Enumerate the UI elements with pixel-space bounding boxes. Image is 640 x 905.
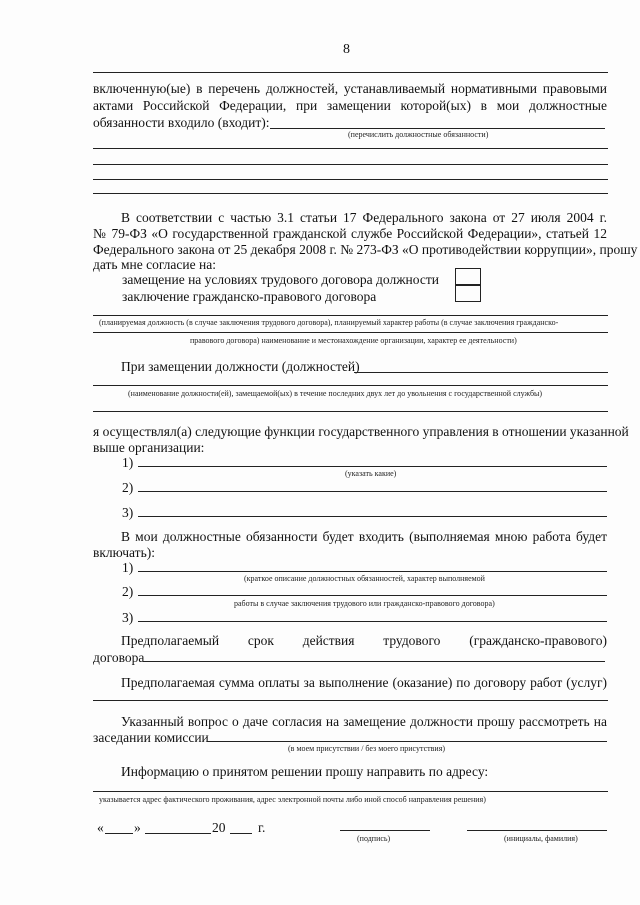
option-employment-label: замещение на условиях трудового договора должности bbox=[122, 272, 439, 287]
commission-line-1: Указанный вопрос о даче согласия на замещение должности прошу рассмотреть на bbox=[121, 714, 607, 729]
intro-line-3: обязанности входило (входит): bbox=[93, 115, 270, 130]
name-caption: (инициалы, фамилия) bbox=[504, 834, 578, 843]
address-caption: указывается адрес фактического проживания, адрес электронной почты либо иной способ направления решения) bbox=[99, 795, 486, 804]
blank-line-2[interactable] bbox=[93, 164, 608, 165]
date-day-line[interactable] bbox=[105, 833, 133, 834]
blank-line-3[interactable] bbox=[93, 179, 608, 180]
functions-item-1-line[interactable] bbox=[138, 466, 607, 467]
date-month-line[interactable] bbox=[145, 833, 211, 834]
previous-positions-fill-line[interactable] bbox=[354, 372, 608, 373]
option-civil-contract-checkbox[interactable] bbox=[455, 284, 481, 302]
page-number: 8 bbox=[343, 42, 350, 57]
term-line-2: договора bbox=[93, 650, 145, 665]
functions-caption: (указать какие) bbox=[345, 469, 397, 478]
previous-positions-label: При замещении должности (должностей) bbox=[121, 359, 360, 374]
date-year-line[interactable] bbox=[230, 833, 252, 834]
functions-item-2-line[interactable] bbox=[138, 491, 607, 492]
intro-line-1: включенную(ые) в перечень должностей, устанавливаемый нормативными правовыми bbox=[93, 81, 607, 96]
address-fill-line[interactable] bbox=[93, 791, 608, 792]
duties-caption-1: (краткое описание должностных обязанностей, характер выполняемой bbox=[244, 574, 485, 583]
consent-line-3: Федерального закона от 25 декабря 2008 г. № 273-ФЗ «О противодействии коррупции», прошу bbox=[93, 242, 638, 257]
commission-line-2: заседании комиссии bbox=[93, 730, 209, 745]
name-line[interactable] bbox=[467, 830, 607, 831]
intro-line-2: актами Российской Федерации, при замещении которой(ых) в мои должностные bbox=[93, 98, 607, 113]
sum-line-1: Предполагаемая сумма оплаты за выполнение (оказание) по договору работ (услуг) bbox=[121, 675, 607, 690]
signature-line[interactable] bbox=[340, 830, 430, 831]
date-quote-close: » bbox=[134, 820, 141, 835]
functions-item-3-line[interactable] bbox=[138, 516, 607, 517]
position-fill-line[interactable] bbox=[93, 315, 608, 316]
duties-item-1-line[interactable] bbox=[138, 571, 607, 572]
duties-caption-2: работы в случае заключения трудового или гражданско-правового договора) bbox=[234, 599, 495, 608]
duties-line-1: В мои должностные обязанности будет входить (выполняемая мною работа будет bbox=[121, 529, 607, 544]
consent-line-2: № 79-ФЗ «О государственной гражданской службе Российской Федерации», статьей 12 bbox=[93, 226, 607, 241]
signature-caption: (подпись) bbox=[357, 834, 391, 843]
position-caption-1: (планируемая должность (в случае заключения трудового договора), планируемый характер работы (в случае заключения гражданско- bbox=[99, 318, 559, 327]
previous-positions-caption: (наименование должности(ей), замещаемой(ых) в течение последних двух лет до увольнения с государственной службы) bbox=[128, 389, 543, 398]
address-line-1: Информацию о принятом решении прошу направить по адресу: bbox=[121, 764, 489, 779]
term-line-1: Предполагаемый срок действия трудового (гражданско-правового) bbox=[121, 633, 607, 648]
sum-fill-line[interactable] bbox=[93, 700, 608, 701]
duties-item-1-number: 1) bbox=[122, 560, 134, 575]
commission-fill-line[interactable] bbox=[207, 741, 607, 742]
previous-positions-fill-line-2[interactable] bbox=[93, 385, 608, 386]
commission-caption: (в моем присутствии / без моего присутствия) bbox=[288, 744, 446, 753]
top-rule bbox=[93, 72, 608, 73]
consent-line-4: дать мне согласие на: bbox=[93, 257, 216, 272]
position-caption-2: правового договора) наименование и местонахождение организации, характер ее деятельности) bbox=[190, 336, 517, 345]
duties-line-2: включать): bbox=[93, 545, 155, 560]
duties-caption: (перечислить должностные обязанности) bbox=[348, 130, 489, 139]
date-year-prefix: 20 bbox=[212, 820, 226, 835]
duties-item-2-line[interactable] bbox=[138, 595, 607, 596]
duties-fill-line[interactable] bbox=[270, 128, 605, 129]
previous-positions-fill-line-3[interactable] bbox=[93, 411, 608, 412]
functions-item-2-number: 2) bbox=[122, 480, 134, 495]
duties-item-2-number: 2) bbox=[122, 584, 134, 599]
option-civil-contract-label: заключение гражданско-правового договора bbox=[122, 289, 377, 304]
functions-line-1: я осуществлял(а) следующие функции государственного управления в отношении указанной bbox=[93, 424, 629, 439]
blank-line-1[interactable] bbox=[93, 148, 608, 149]
functions-item-3-number: 3) bbox=[122, 505, 134, 520]
functions-item-1-number: 1) bbox=[122, 455, 134, 470]
functions-line-2: выше организации: bbox=[93, 440, 205, 455]
blank-line-4[interactable] bbox=[93, 193, 608, 194]
date-year-suffix: г. bbox=[258, 820, 266, 835]
term-fill-line[interactable] bbox=[143, 661, 605, 662]
date-quote-open: « bbox=[97, 820, 104, 835]
consent-line-1: В соответствии с частью 3.1 статьи 17 Федерального закона от 27 июля 2004 г. bbox=[121, 210, 607, 225]
duties-item-3-number: 3) bbox=[122, 610, 134, 625]
position-fill-line-2[interactable] bbox=[93, 332, 608, 333]
duties-item-3-line[interactable] bbox=[138, 621, 607, 622]
